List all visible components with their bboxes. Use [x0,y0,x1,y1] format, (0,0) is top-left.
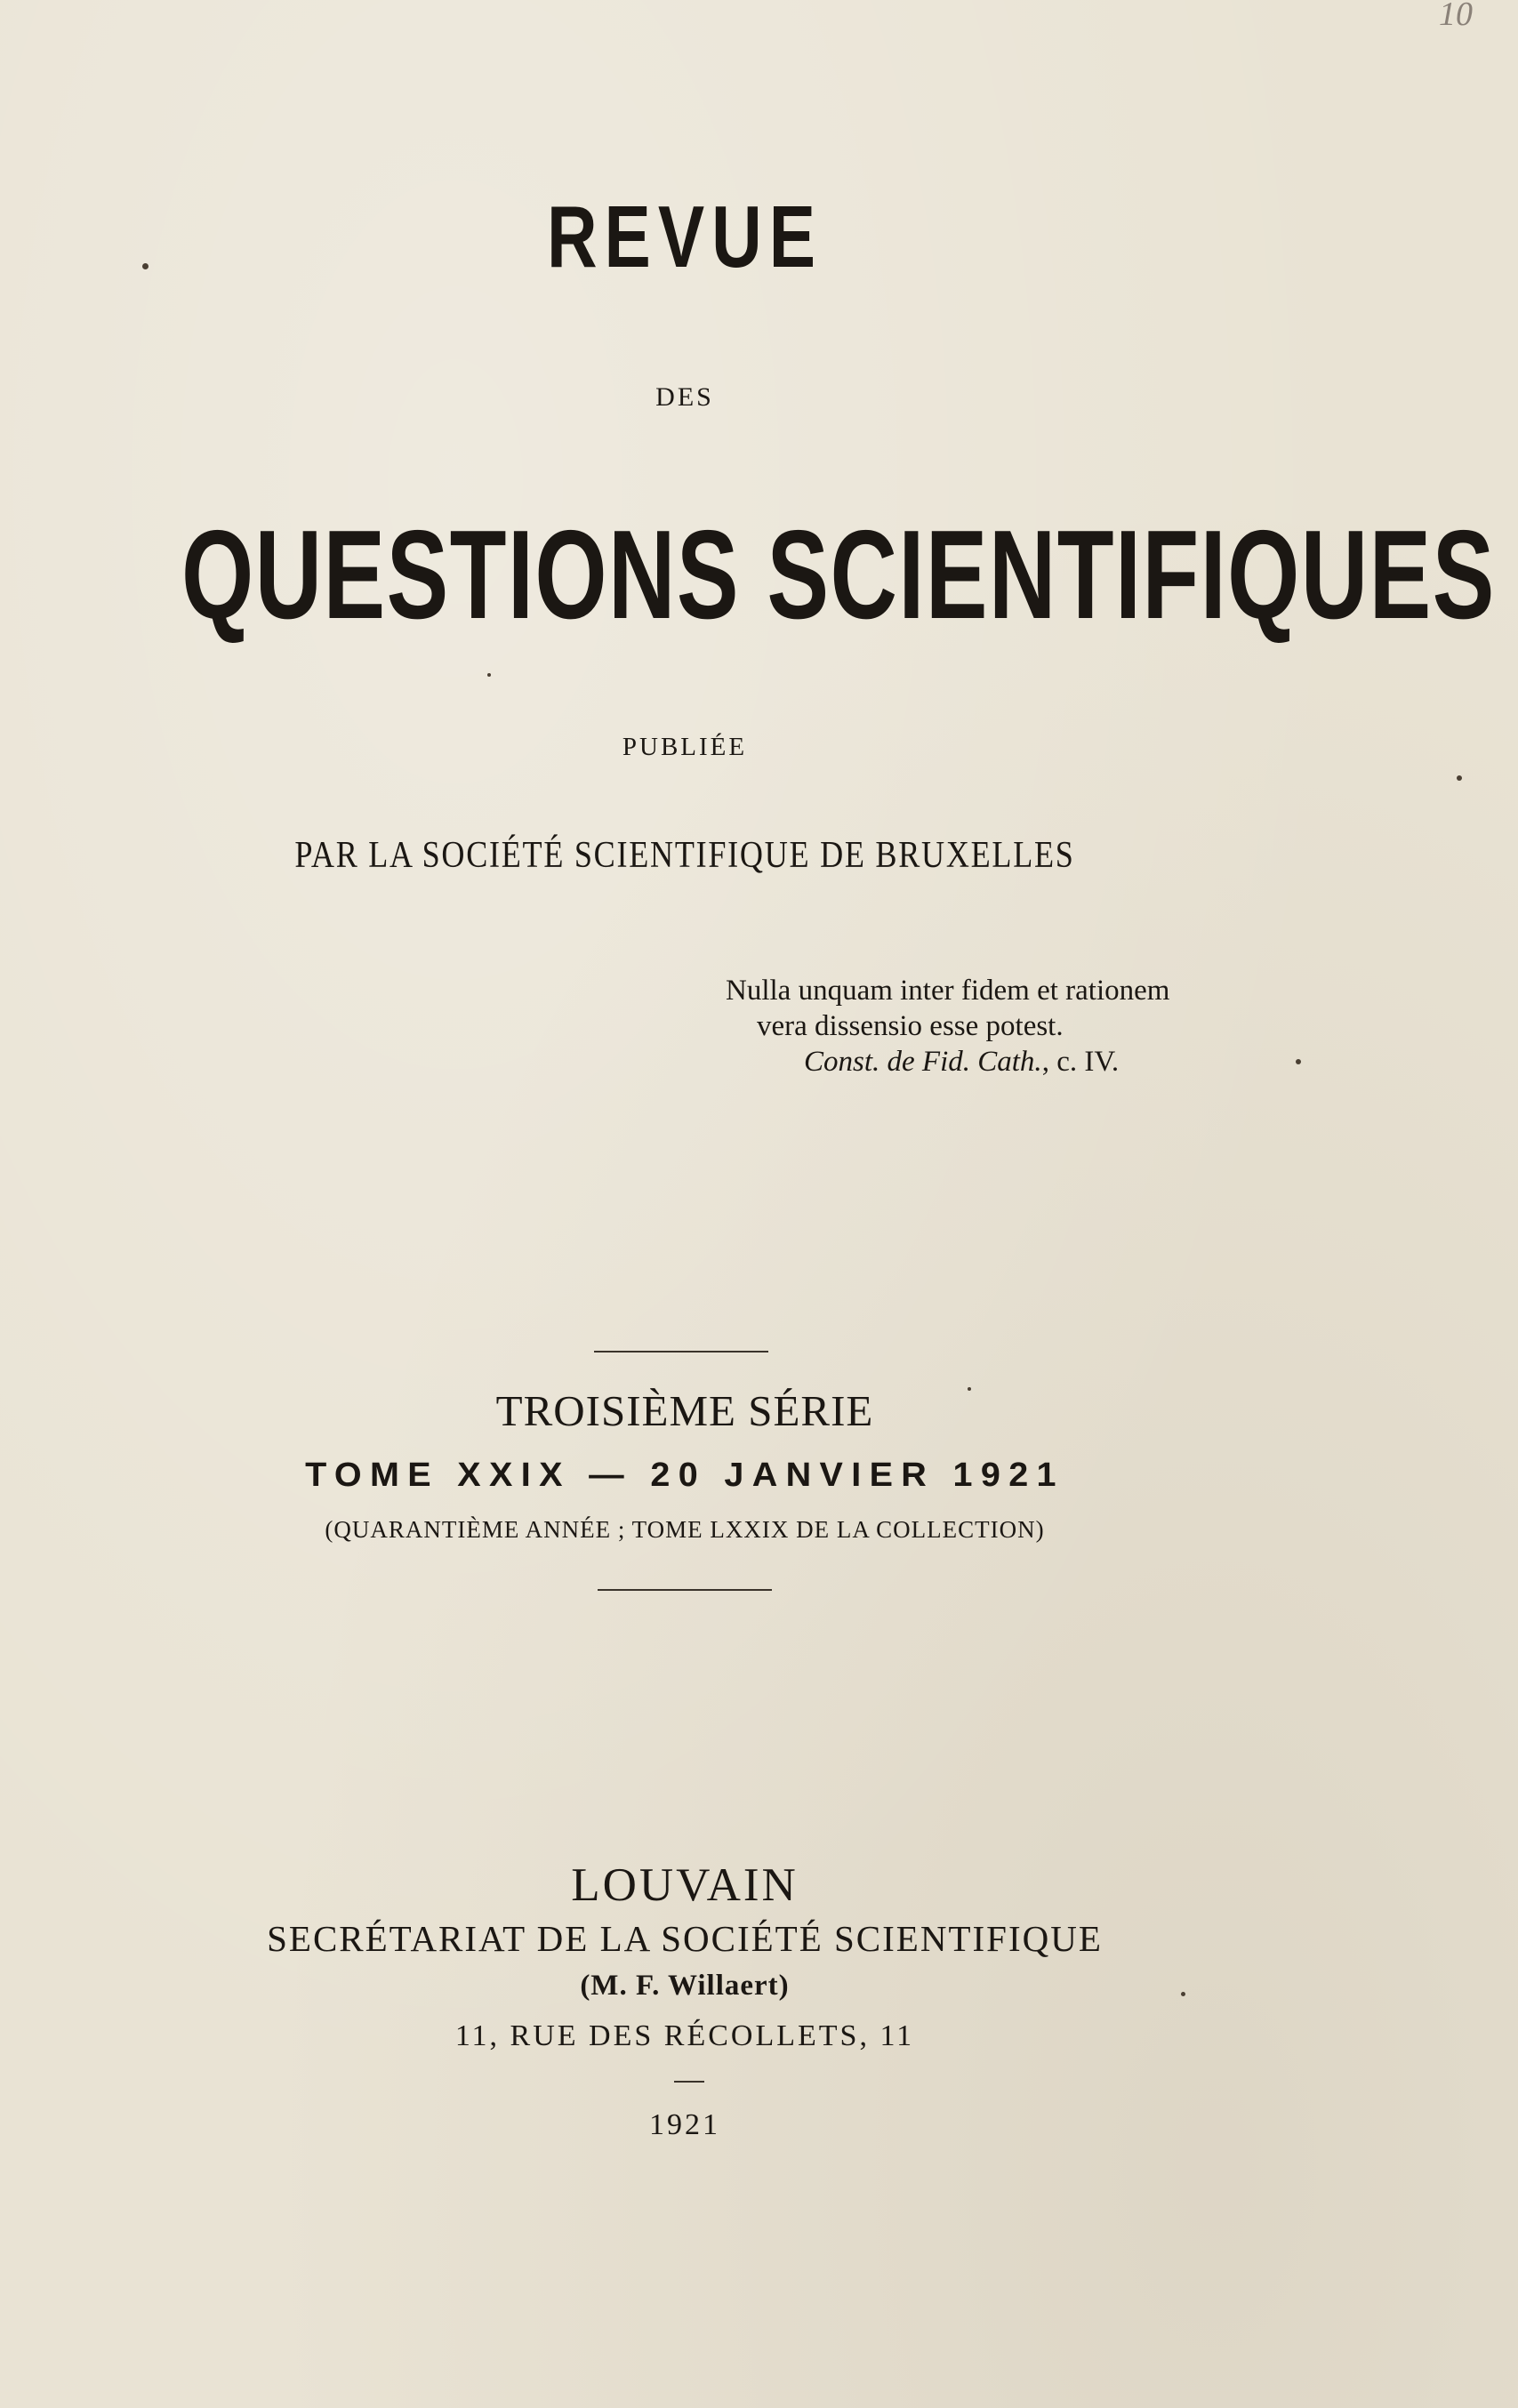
epigraph-source-chapter: , c. IV. [1041,1046,1120,1078]
volume-date: TOME XXIX — 20 JANVIER 1921 [305,1457,1064,1494]
divider-year [674,2081,704,2083]
paper-speck [1181,1992,1185,1996]
epigraph-source [726,1044,1169,1080]
epigraph [726,973,1169,1080]
imprint-city: LOUVAIN [571,1859,799,1911]
society-name: PAR LA SOCIÉTÉ SCIENTIFIQUE DE BRUXELLES [294,835,1075,876]
paper-speck [142,263,149,269]
paper-speck [1296,1059,1301,1064]
paper-speck [1457,775,1462,781]
divider-lower [598,1589,772,1591]
imprint-agent: (M. F. Willaert) [580,1970,790,2002]
imprint-year: 1921 [649,2108,720,2141]
epigraph-line-2: vera dissensio esse potest. [757,1010,1064,1042]
paper-speck [968,1387,971,1391]
series-label: TROISIÈME SÉRIE [495,1386,874,1435]
imprint-secretariat: SECRÉTARIAT DE LA SOCIÉTÉ SCIENTIFIQUE [267,1918,1103,1959]
title-revue: REVUE [546,188,823,285]
imprint-address: 11, RUE DES RÉCOLLETS, 11 [454,2019,915,2052]
published-label: PUBLIÉE [622,733,748,761]
collection-note: (QUARANTIÈME ANNÉE ; TOME LXXIX DE LA COLLECTION) [325,1516,1045,1543]
pencil-corner-mark: 10 [1439,0,1473,33]
paper-speck [487,673,491,677]
divider-upper [594,1351,768,1352]
title-des: DES [655,382,714,412]
epigraph-line-1: Nulla unquam inter fidem et rationem [726,975,1170,1007]
title-questions-scientifiques: QUESTIONS SCIENTIFIQUES [181,504,1496,646]
epigraph-source-title: Const. de Fid. Cath. [804,1046,1042,1078]
